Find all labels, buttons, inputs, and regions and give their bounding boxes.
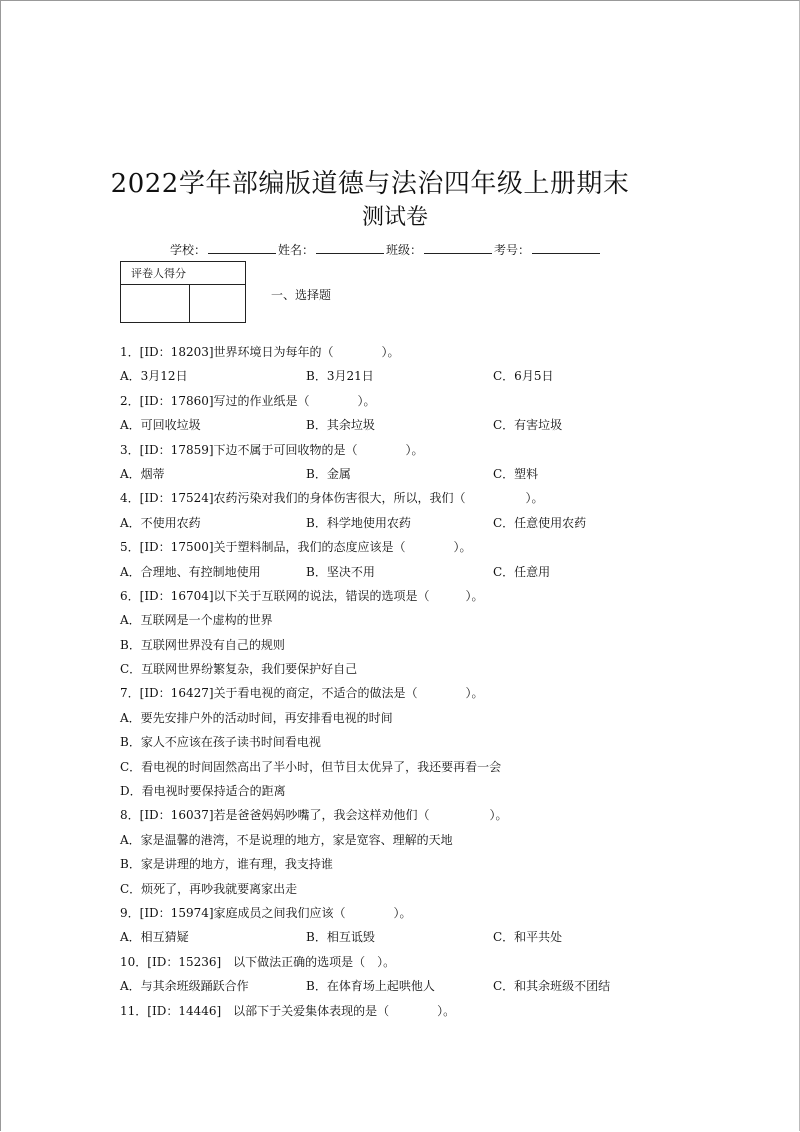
exam-number-blank[interactable] <box>532 241 600 254</box>
option-a[interactable]: A．不使用农药 <box>120 515 201 530</box>
score-cell[interactable] <box>190 285 246 323</box>
options-row <box>120 364 780 388</box>
option-c[interactable]: C．看电视的时间固然高出了半小时，但节目太优异了，我还要再看一会 <box>120 759 502 774</box>
question-stem: 5．[ID：17500]关于塑料制品，我们的态度应该是（ ）。 <box>120 540 472 555</box>
question-stem: 9．[ID：15974]家庭成员之间我们应该（ ）。 <box>120 905 412 920</box>
score-table <box>120 261 246 323</box>
question-stem: 11．[ID：14446] 以部下于关爱集体表现的是（ ）。 <box>120 1003 456 1018</box>
option-a[interactable]: A．可回收垃圾 <box>120 418 201 433</box>
school-blank[interactable] <box>208 241 276 254</box>
option-a[interactable]: A．与其余班级踊跃合作 <box>120 979 249 994</box>
option-c[interactable]: C．任意用 <box>493 564 551 579</box>
option-a[interactable]: A．合理地、有控制地使用 <box>120 564 261 579</box>
option-b[interactable]: B．在体育场上起哄他人 <box>306 979 435 994</box>
option-a[interactable]: A．家是温馨的港湾，不是说理的地方，家是宽容、理解的天地 <box>120 832 453 847</box>
option-c[interactable]: C．和其余班级不团结 <box>493 979 611 994</box>
option-b[interactable]: B．家人不应该在孩子读书时间看电视 <box>120 735 321 750</box>
options-row <box>120 511 780 535</box>
name-blank[interactable] <box>316 241 384 254</box>
option-a[interactable]: A．相互猜疑 <box>120 930 189 945</box>
school-label: 学校： <box>170 243 207 257</box>
question-stem: 4．[ID：17524]农药污染对我们的身体伤害很大，所以，我们（ ）。 <box>120 491 544 506</box>
question-stem: 3．[ID：17859]下边不属于可回收物的是（ ）。 <box>120 442 424 457</box>
page-title: 2022学年部编版道德与法治四年级上册期末 <box>110 169 630 199</box>
option-b[interactable]: B．家是讲理的地方，谁有理，我支持谁 <box>120 857 333 872</box>
section-title: 一、选择题 <box>271 288 332 302</box>
option-b[interactable]: B．其余垃圾 <box>306 418 375 433</box>
question-stem: 6．[ID：16704]以下关于互联网的说法，错误的选项是（ ）。 <box>120 588 484 603</box>
option-c[interactable]: C．任意使用农药 <box>493 515 587 530</box>
option-c[interactable]: C．塑料 <box>493 466 539 481</box>
page-subtitle: 测试卷 <box>361 205 428 230</box>
option-b[interactable]: B．金属 <box>306 466 351 481</box>
question-stem: 2．[ID：17860]写过的作业纸是（ ）。 <box>120 393 376 408</box>
question-stem: 1．[ID：18203]世界环境日为每年的（ ）。 <box>120 345 400 359</box>
option-c[interactable]: C．互联网世界纷繁复杂，我们要保护好自己 <box>120 662 358 677</box>
options-row <box>120 560 780 584</box>
option-b[interactable]: B．3月21日 <box>306 369 374 384</box>
grader-cell[interactable] <box>121 285 190 323</box>
class-label: 班级： <box>386 243 423 257</box>
student-info-line <box>170 241 602 258</box>
question-list <box>120 340 780 1023</box>
option-b[interactable]: B．相互诋毁 <box>306 930 375 945</box>
option-b[interactable]: B．互联网世界没有自己的规则 <box>120 637 285 652</box>
option-b[interactable]: B．坚决不用 <box>306 564 375 579</box>
name-label: 姓名： <box>278 243 315 257</box>
option-a[interactable]: A．烟蒂 <box>120 466 165 481</box>
option-a[interactable]: A．要先安排户外的活动时间，再安排看电视的时间 <box>120 710 393 725</box>
question-stem: 10．[ID：15236] 以下做法正确的选项是（ ）。 <box>120 954 396 969</box>
option-c[interactable]: C．6月5日 <box>493 369 554 384</box>
option-a[interactable]: A．互联网是一个虚构的世界 <box>120 613 273 628</box>
question-stem: 8．[ID：16037]若是爸爸妈妈吵嘴了，我会这样劝他们（ ）。 <box>120 808 508 823</box>
options-row <box>120 413 780 437</box>
option-d[interactable]: D．看电视时要保持适合的距离 <box>120 784 286 799</box>
exam-number-label: 考号： <box>494 243 531 257</box>
score-table-header: 评卷人得分 <box>121 262 246 285</box>
option-c[interactable]: C．和平共处 <box>493 930 563 945</box>
options-row <box>120 974 780 998</box>
options-row <box>120 462 780 486</box>
question-stem: 7．[ID：16427]关于看电视的商定，不适合的做法是（ ）。 <box>120 686 484 701</box>
option-c[interactable]: C．有害垃圾 <box>493 418 563 433</box>
option-a[interactable]: A．3月12日 <box>120 369 188 384</box>
option-c[interactable]: C．烦死了，再吵我就要离家出走 <box>120 881 298 896</box>
option-b[interactable]: B．科学地使用农药 <box>306 515 411 530</box>
options-row <box>120 925 780 949</box>
class-blank[interactable] <box>424 241 492 254</box>
